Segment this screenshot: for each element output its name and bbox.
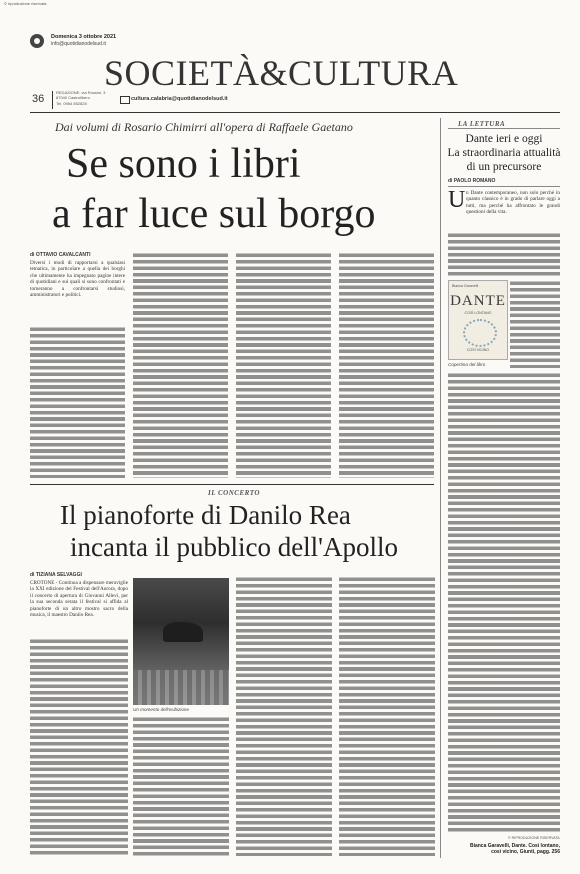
book-author: Bianca Garavelli — [452, 284, 479, 288]
article2-top-rule — [30, 484, 434, 485]
article1-byline: di OTTAVIO CAVALCANTI — [30, 252, 91, 258]
photo-caption: Un momento dell'esibizione — [133, 707, 190, 712]
column-separator — [440, 118, 441, 858]
sidebar-body-text — [448, 232, 560, 276]
mail-icon — [120, 96, 130, 104]
piano-shape — [163, 622, 203, 642]
book-reference — [448, 843, 560, 856]
book-reference-line: così vicino, Giunti, pagg. 256 — [491, 849, 560, 856]
divider — [52, 91, 53, 109]
sidebar-headline-line: Dante ieri e oggi — [465, 133, 543, 145]
book-reference-line: Bianca Garavelli, Dante. Così lontano, — [469, 843, 560, 849]
article1-kicker: Dai volumi di Rosario Chimirri all'opera di Raffaele Gaetano — [55, 120, 353, 134]
book-caption: Copertina del libro — [448, 362, 486, 367]
logo-icon — [30, 34, 44, 48]
sidebar-dropcap: U — [448, 187, 466, 213]
header-url: info@quotidianodelsud.it — [51, 41, 106, 47]
sidebar-body-text-long — [448, 372, 560, 832]
section-email: cultura.calabria@quotidianodelsud.it — [131, 96, 228, 102]
article1-headline-line2: a far luce sul borgo — [52, 191, 376, 237]
article2-headline-line1: Il pianoforte di Danilo Rea — [60, 500, 351, 530]
book-cover — [448, 280, 508, 360]
article2-column-4 — [339, 576, 435, 856]
article1-column-1 — [30, 260, 125, 478]
book-title: DANTE — [450, 293, 506, 309]
article1-column-4 — [339, 252, 434, 478]
editorial-address — [56, 90, 105, 106]
book-subtitle-2: COSÌ VICINO — [466, 348, 490, 352]
article2-body-text — [30, 638, 128, 856]
book-illustration — [463, 319, 497, 347]
article2-lead: CROTONE - Continua a dispensare meraviglie la XXI edizione del Festival dell'Aurora, dopo il concerto di apertura di Giovanni Allevi, per la sua seconda serata il festival si affida al pianoforte di un altro mostro sacro della musica, il maestro Danilo Rea. — [30, 580, 128, 619]
sidebar-copyright: © RIPRODUZIONE RISERVATA — [508, 836, 560, 840]
sidebar-label-rule — [448, 128, 560, 129]
audience-shape — [133, 670, 229, 705]
address-line: 87040 Castrolibero — [56, 95, 90, 101]
book-subtitle-1: COSÌ LONTANO — [464, 311, 492, 315]
sidebar-headline-line: di un precursore — [466, 161, 542, 173]
copyright-notice: © riproduzione riservata — [4, 1, 47, 6]
article1-lead: Diversi i modi di rapportarsi a qualsiasi tematica, in particolare a quella dei borghi che ultimamente ha impegnato pagine intere di quotidiani e sui quali si sono confrontati e torneranno a confrontarsi studiosi, amministratori e politici. — [30, 260, 125, 299]
article1-body-text — [30, 326, 125, 478]
sidebar-label: LA LETTURA — [458, 120, 506, 128]
address-line: REDAZIONE: via Rossini, 3 — [56, 90, 106, 95]
header-rule — [30, 112, 560, 113]
article1-headline-line1: Se sono i libri — [66, 141, 301, 187]
address-line: Tel. 0984 852828 — [56, 100, 87, 106]
article2-headline-line2: incanta il pubblico dell'Apollo — [70, 532, 399, 562]
concert-photo — [133, 578, 229, 705]
article1-column-2 — [133, 252, 228, 478]
sidebar-lead: n Dante contemporaneo, non solo perché in quanto classico è in grado di parlare oggi a tutti, ma perché ha affrontato le grandi questioni della vita. — [466, 190, 560, 216]
sidebar-byline: di PAOLO ROMANO — [448, 178, 496, 184]
article2-column-1 — [30, 580, 128, 856]
sidebar-headline-line: La straordinaria attualità — [447, 147, 561, 159]
page-number: 36 — [32, 93, 45, 105]
article2-byline: di TIZIANA SELVAGGI — [30, 572, 82, 578]
article2-column-3 — [236, 576, 332, 856]
issue-date: Domenica 3 ottobre 2021 — [51, 34, 117, 40]
sidebar-body-text-beside-cover — [510, 280, 560, 368]
section-title: SOCIETÀ&CULTURA — [104, 53, 459, 93]
article1-column-3 — [236, 252, 331, 478]
sidebar-headline — [446, 132, 562, 174]
article2-label: IL CONCERTO — [208, 489, 260, 497]
article2-column-2 — [133, 716, 229, 856]
